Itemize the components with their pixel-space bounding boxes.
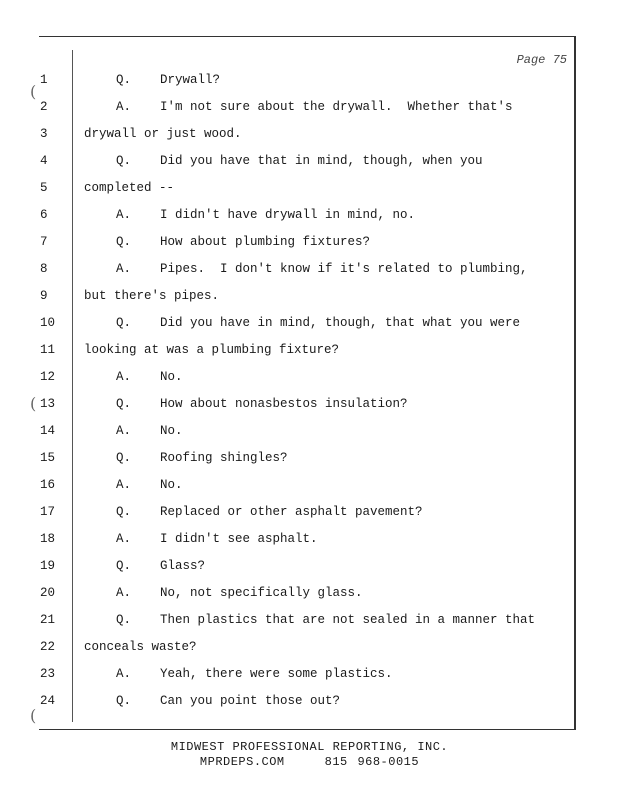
footer-phone: 815 968-0015 bbox=[324, 755, 420, 769]
line-text: How about plumbing fixtures? bbox=[160, 235, 371, 249]
margin-bracket-mark: ( bbox=[30, 706, 37, 725]
speaker-label: Q. bbox=[116, 397, 132, 411]
line-number: 5 bbox=[40, 181, 48, 195]
transcript-line bbox=[0, 475, 619, 495]
transcript-line bbox=[0, 70, 619, 90]
line-number: 12 bbox=[40, 370, 56, 384]
transcript-line bbox=[0, 232, 619, 252]
continuation-text: looking at was a plumbing fixture? bbox=[84, 343, 340, 357]
line-number: 24 bbox=[40, 694, 56, 708]
transcript-line bbox=[0, 124, 619, 144]
margin-bracket-mark: ( bbox=[30, 82, 37, 101]
transcript-line bbox=[0, 502, 619, 522]
speaker-label: Q. bbox=[116, 613, 132, 627]
line-number: 3 bbox=[40, 127, 48, 141]
transcript-line bbox=[0, 178, 619, 198]
speaker-label: Q. bbox=[116, 694, 132, 708]
speaker-label: A. bbox=[116, 532, 132, 546]
speaker-label: Q. bbox=[116, 451, 132, 465]
speaker-label: Q. bbox=[116, 154, 132, 168]
line-number: 6 bbox=[40, 208, 48, 222]
transcript-line bbox=[0, 286, 619, 306]
transcript-line bbox=[0, 205, 619, 225]
line-number: 19 bbox=[40, 559, 56, 573]
transcript-line bbox=[0, 664, 619, 684]
transcript-line bbox=[0, 313, 619, 333]
line-text: Replaced or other asphalt pavement? bbox=[160, 505, 423, 519]
speaker-label: A. bbox=[116, 586, 132, 600]
continuation-text: but there's pipes. bbox=[84, 289, 220, 303]
footer-contact bbox=[0, 755, 619, 769]
speaker-label: A. bbox=[116, 262, 132, 276]
transcript-line bbox=[0, 637, 619, 657]
line-number: 22 bbox=[40, 640, 56, 654]
line-number: 9 bbox=[40, 289, 48, 303]
footer-company: MIDWEST PROFESSIONAL REPORTING, INC. bbox=[170, 740, 449, 754]
line-number: 21 bbox=[40, 613, 56, 627]
line-text: I didn't have drywall in mind, no. bbox=[160, 208, 416, 222]
speaker-label: A. bbox=[116, 424, 132, 438]
margin-bracket-mark: ( bbox=[30, 394, 37, 413]
line-text: Did you have that in mind, though, when you bbox=[160, 154, 483, 168]
transcript-line bbox=[0, 259, 619, 279]
line-text: Drywall? bbox=[160, 73, 221, 87]
transcript-line bbox=[0, 340, 619, 360]
transcript-line bbox=[0, 97, 619, 117]
line-number: 14 bbox=[40, 424, 56, 438]
line-text: Did you have in mind, though, that what you were bbox=[160, 316, 521, 330]
line-number: 4 bbox=[40, 154, 48, 168]
line-number: 16 bbox=[40, 478, 56, 492]
line-number: 17 bbox=[40, 505, 56, 519]
continuation-text: completed -- bbox=[84, 181, 175, 195]
transcript-line bbox=[0, 421, 619, 441]
line-number: 2 bbox=[40, 100, 48, 114]
line-text: Pipes. I don't know if it's related to plumbing, bbox=[160, 262, 528, 276]
line-text: Roofing shingles? bbox=[160, 451, 288, 465]
transcript-line bbox=[0, 610, 619, 630]
line-text: Yeah, there were some plastics. bbox=[160, 667, 393, 681]
transcript-line bbox=[0, 529, 619, 549]
continuation-text: drywall or just wood. bbox=[84, 127, 242, 141]
line-text: Glass? bbox=[160, 559, 206, 573]
transcript-line bbox=[0, 367, 619, 387]
line-text: No. bbox=[160, 424, 183, 438]
speaker-label: Q. bbox=[116, 316, 132, 330]
line-text: I'm not sure about the drywall. Whether that's bbox=[160, 100, 513, 114]
line-text: Then plastics that are not sealed in a manner that bbox=[160, 613, 536, 627]
line-text: Can you point those out? bbox=[160, 694, 341, 708]
speaker-label: Q. bbox=[116, 73, 132, 87]
line-number: 23 bbox=[40, 667, 56, 681]
line-text: No. bbox=[160, 370, 183, 384]
line-text: I didn't see asphalt. bbox=[160, 532, 318, 546]
speaker-label: A. bbox=[116, 100, 132, 114]
line-text: No. bbox=[160, 478, 183, 492]
transcript-line bbox=[0, 583, 619, 603]
line-number: 10 bbox=[40, 316, 56, 330]
speaker-label: A. bbox=[116, 370, 132, 384]
speaker-label: Q. bbox=[116, 559, 132, 573]
line-text: No, not specifically glass. bbox=[160, 586, 363, 600]
speaker-label: A. bbox=[116, 667, 132, 681]
line-number: 1 bbox=[40, 73, 48, 87]
transcript-line bbox=[0, 394, 619, 414]
line-number: 20 bbox=[40, 586, 56, 600]
speaker-label: Q. bbox=[116, 235, 132, 249]
continuation-text: conceals waste? bbox=[84, 640, 197, 654]
line-number: 18 bbox=[40, 532, 56, 546]
line-number: 8 bbox=[40, 262, 48, 276]
transcript-line bbox=[0, 151, 619, 171]
transcript-line bbox=[0, 556, 619, 576]
line-number: 11 bbox=[40, 343, 56, 357]
speaker-label: A. bbox=[116, 478, 132, 492]
transcript-line bbox=[0, 448, 619, 468]
page-number-label: Page 75 bbox=[516, 53, 567, 67]
transcript-line bbox=[0, 691, 619, 711]
line-text: How about nonasbestos insulation? bbox=[160, 397, 408, 411]
line-number: 13 bbox=[40, 397, 56, 411]
line-number: 7 bbox=[40, 235, 48, 249]
speaker-label: Q. bbox=[116, 505, 132, 519]
footer-website: MPRDEPS.COM bbox=[199, 755, 285, 769]
speaker-label: A. bbox=[116, 208, 132, 222]
line-number: 15 bbox=[40, 451, 56, 465]
